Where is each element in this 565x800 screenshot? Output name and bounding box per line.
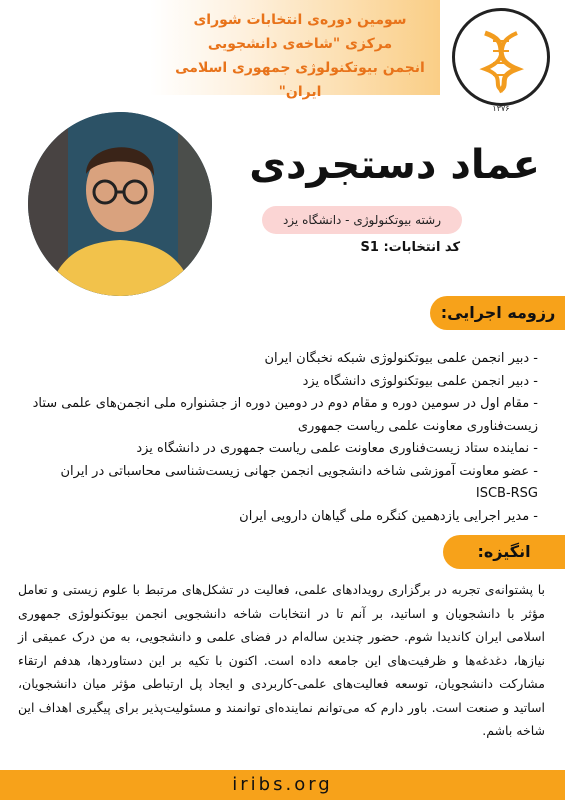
- resume-item: - مدیر اجرایی یازدهمین کنگره ملی گیاهان دارویی ایران: [28, 506, 538, 529]
- election-code-label: کد انتخابات:: [383, 240, 460, 255]
- resume-item: - مقام اول در سومین دوره و مقام دوم در دومین دوره از جشنواره ملی انجمن‌های علمی ستاد زیست‌فناوری معاونت علمی ریاست جمهوری: [28, 393, 538, 438]
- election-title-line2: مرکزی "شاخه‌ی دانشجویی: [207, 36, 393, 52]
- candidate-field: رشته بیوتکنولوژی - دانشگاه یزد: [262, 206, 462, 234]
- dna-helix-icon: [455, 11, 547, 103]
- candidate-photo: [28, 112, 212, 296]
- association-logo: [452, 8, 550, 106]
- motivation-text: با پشتوانه‌ی تجربه در برگزاری رویدادهای علمی، فعالیت در تشکل‌های مرتبط با علوم زیستی و تعامل مؤثر با دانشجویان و اساتید، بر آنم تا در انتخابات شاخه دانشجویی انجمن بیوتکنولوژی جمهوری اسلامی ایران کاندیدا شوم. حضور چندین ساله‌ام در فضای علمی و دانشجویی، به من درک عمیقی از نیازها، دغدغه‌ها و ظرفیت‌های این جامعه داده است. اکنون با تکیه بر این دستاوردها، هدفم ارتقاء مشارکت دانشجویان، توسعه فعالیت‌های علمی-کاربردی و ایجاد پل ارتباطی مؤثر میان دانشجویان، اساتید و صنعت است. باور دارم که می‌توانم نماینده‌ای توانمند و مسئولیت‌پذیر برای پیگیری اهداف این شاخه باشم.: [18, 582, 545, 738]
- election-code: [280, 240, 460, 255]
- election-code-value: S1: [360, 240, 379, 255]
- candidate-name: عماد دستجردی: [249, 142, 540, 188]
- resume-item: - عضو معاونت آموزشی شاخه دانشجویی انجمن جهانی زیست‌شناسی محاسباتی در ایران ISCB-RSG: [28, 461, 538, 506]
- logo-year: ۱۳۷۶: [492, 104, 510, 113]
- resume-item: - دبیر انجمن علمی بیوتکنولوژی شبکه نخبگان ایران: [28, 348, 538, 371]
- resume-heading: رزومه اجرایی:: [430, 296, 565, 330]
- website-url: iribs.org: [232, 774, 333, 795]
- election-title-line1: سومین دوره‌ی انتخابات شورای: [193, 12, 407, 28]
- election-title-line3: انجمن بیوتکنولوژی جمهوری اسلامی ایران": [175, 60, 425, 100]
- resume-item: - نماینده ستاد زیست‌فناوری معاونت علمی ریاست جمهوری در دانشگاه یزد: [28, 438, 538, 461]
- motivation-heading: انگیزه:: [443, 535, 565, 569]
- footer: [0, 770, 565, 800]
- resume-item: - دبیر انجمن علمی بیوتکنولوژی دانشگاه یزد: [28, 371, 538, 394]
- election-title: [165, 8, 435, 104]
- resume-list: [28, 348, 538, 528]
